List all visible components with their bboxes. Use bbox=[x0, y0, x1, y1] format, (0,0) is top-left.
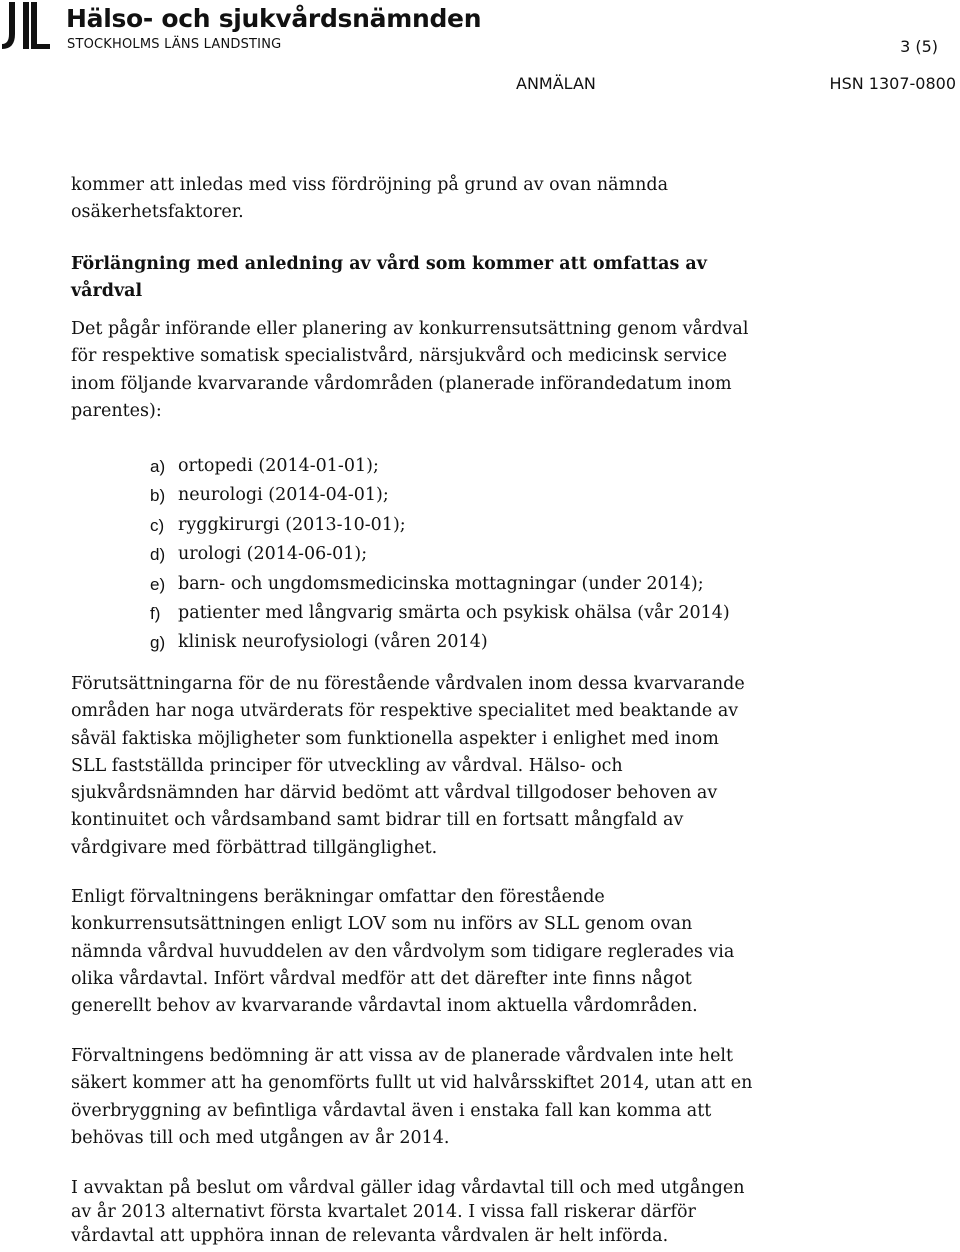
list-item bbox=[150, 540, 730, 569]
paragraph-line: nämnda vårdval huvuddelen av den vårdvolym som tidigare reglerades via bbox=[71, 941, 735, 962]
paragraph-line: parentes): bbox=[71, 400, 162, 421]
paragraph-line: SLL fastställda principer för utveckling av vårdval. Hälso- och bbox=[71, 755, 623, 776]
list-marker: c) bbox=[150, 515, 165, 535]
document-reference: HSN 1307-0800 bbox=[829, 74, 956, 93]
paragraph-line: områden har noga utvärderats för respektive specialitet med beaktande av bbox=[71, 701, 739, 722]
paragraph-line: konkurrensutsättningen enligt LOV som nu införs av SLL genom ovan bbox=[71, 914, 693, 935]
paragraph-line: Förvaltningens bedömning är att vissa av de planerade vårdvalen inte helt bbox=[71, 1046, 734, 1066]
area-list bbox=[150, 452, 730, 658]
paragraph-line: av år 2013 alternativt första kvartalet 2014. I vissa fall riskerar därför bbox=[71, 1202, 696, 1222]
list-item bbox=[150, 511, 730, 540]
paragraph-2 bbox=[71, 671, 931, 862]
paragraph-4 bbox=[71, 1043, 931, 1152]
paragraph-line: Det pågår införande eller planering av konkurrensutsättning genom vårdval bbox=[71, 319, 749, 339]
org-name: Hälso- och sjukvårdsnämnden bbox=[66, 4, 482, 33]
list-marker: d) bbox=[150, 545, 166, 565]
paragraph-line: generellt behov av kvarvarande vårdavtal inom aktuella vårdområden. bbox=[71, 996, 698, 1017]
list-item-text: barn- och ungdomsmedicinska mottagningar (under 2014); bbox=[178, 573, 704, 594]
sll-logo-icon bbox=[0, 0, 52, 52]
list-item-text: patienter med långvarig smärta och psykisk ohälsa (vår 2014) bbox=[178, 603, 730, 624]
list-item-text: urologi (2014-06-01); bbox=[178, 544, 368, 565]
heading-line: Förlängning med anledning av vård som kommer att omfattas av bbox=[71, 254, 707, 274]
list-marker: f) bbox=[150, 604, 161, 624]
list-marker: a) bbox=[150, 457, 166, 476]
page-number: 3 (5) bbox=[900, 37, 938, 56]
list-item-text: ortopedi (2014-01-01); bbox=[178, 456, 379, 476]
list-item bbox=[150, 599, 730, 628]
paragraph-5 bbox=[71, 1176, 931, 1248]
paragraph-line: vårdavtal att upphöra innan de relevanta vårdvalen är helt införda. bbox=[71, 1226, 669, 1246]
paragraph-line: för respektive somatisk specialistvård, närsjukvård och medicinsk service bbox=[71, 346, 728, 367]
list-item bbox=[150, 628, 730, 657]
paragraph-line: Enligt förvaltningens beräkningar omfattar den förestående bbox=[71, 887, 605, 907]
paragraph-line: behövas till och med utgången av år 2014. bbox=[71, 1127, 450, 1148]
paragraph-line: sjukvårdsnämnden har därvid bedömt att vårdval tillgodoser behoven av bbox=[71, 783, 718, 804]
intro-paragraph bbox=[71, 172, 931, 227]
list-item-text: neurologi (2014-04-01); bbox=[178, 485, 389, 506]
document-type: ANMÄLAN bbox=[516, 74, 596, 93]
paragraph-3 bbox=[71, 884, 931, 1020]
paragraph-line: I avvaktan på beslut om vårdval gäller idag vårdavtal till och med utgången bbox=[71, 1178, 745, 1198]
paragraph-line: inom följande kvarvarande vårdområden (planerade införandedatum inom bbox=[71, 373, 732, 394]
paragraph-line: såväl faktiska möjligheter som funktionella aspekter i enlighet med inom bbox=[71, 728, 719, 749]
list-marker: b) bbox=[150, 486, 166, 506]
paragraph-line: vårdgivare med förbättrad tillgänglighet. bbox=[71, 837, 438, 858]
paragraph-line: osäkerhetsfaktorer. bbox=[71, 202, 244, 223]
list-item bbox=[150, 481, 730, 510]
paragraph-1 bbox=[71, 316, 931, 425]
paragraph-line: kontinuitet och vårdsamband samt bidrar till en fortsatt mångfald av bbox=[71, 810, 684, 831]
list-item bbox=[150, 452, 730, 481]
list-item-text: klinisk neurofysiologi (våren 2014) bbox=[178, 632, 488, 653]
paragraph-line: olika vårdavtal. Infört vårdval medför att det därefter inte finns något bbox=[71, 968, 692, 989]
heading-line: vårdval bbox=[71, 281, 143, 302]
list-marker: g) bbox=[150, 633, 166, 653]
org-subtitle: STOCKHOLMS LÄNS LANDSTING bbox=[67, 37, 282, 52]
list-item-text: ryggkirurgi (2013-10-01); bbox=[178, 514, 406, 535]
list-item bbox=[150, 570, 730, 599]
paragraph-line: överbryggning av befintliga vårdavtal även i enstaka fall kan komma att bbox=[71, 1100, 712, 1121]
paragraph-line: kommer att inledas med viss fördröjning på grund av ovan nämnda bbox=[71, 175, 669, 195]
paragraph-line: Förutsättningarna för de nu förestående vårdvalen inom dessa kvarvarande bbox=[71, 674, 745, 694]
list-marker: e) bbox=[150, 574, 166, 594]
paragraph-line: säkert kommer att ha genomförts fullt ut vid halvårsskiftet 2014, utan att en bbox=[71, 1073, 753, 1094]
section-heading bbox=[71, 251, 707, 306]
